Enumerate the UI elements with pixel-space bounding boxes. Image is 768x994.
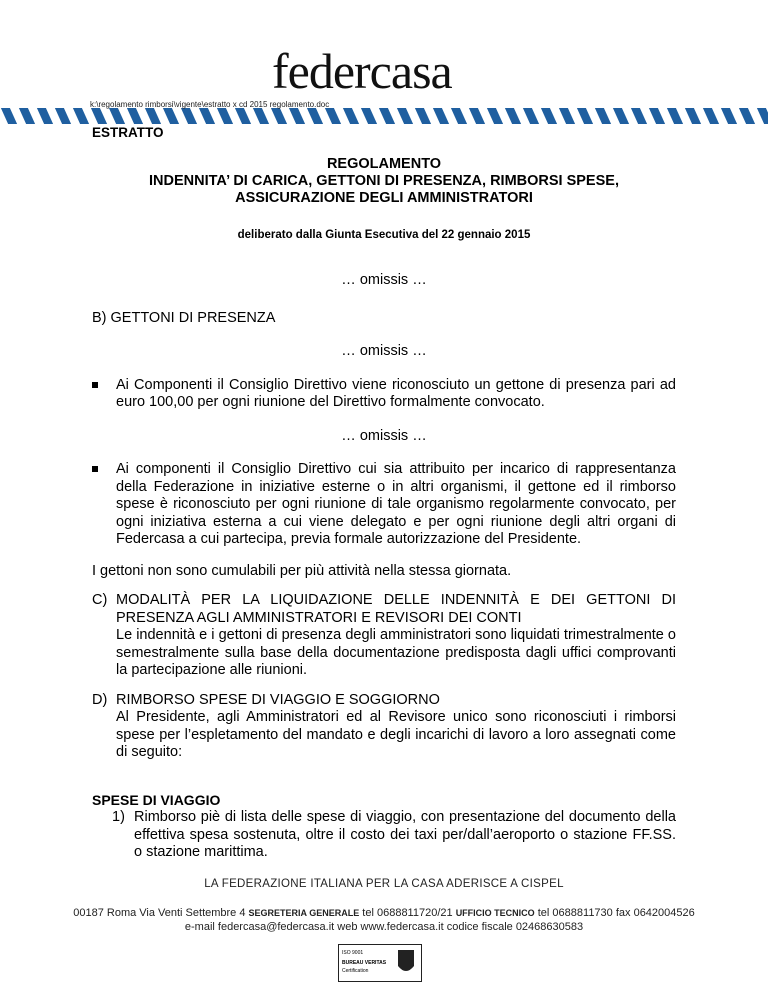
document-label: ESTRATTO bbox=[92, 125, 164, 140]
section-c-letter: C) bbox=[92, 592, 108, 608]
cert-iso-text: ISO 9001 bbox=[342, 950, 364, 956]
title-line-1: REGOLAMENTO bbox=[326, 155, 442, 172]
footer-address bbox=[0, 906, 768, 934]
letterhead bbox=[0, 26, 768, 106]
document-subtitle: deliberato dalla Giunta Esecutiva del 22 gennaio 2015 bbox=[237, 228, 531, 241]
section-c-body: Le indennità e i gettoni di presenza degli amministratori sono liquidati trimestralmente o semestralmente sulla base della documentazione predisposta dagli uffici comprovanti la partecipazione alle riunioni. bbox=[116, 627, 676, 678]
address: 00187 Roma Via Venti Settembre 4 bbox=[73, 907, 246, 919]
bullet-text: Ai componenti il Consiglio Direttivo cui sia attribuito per incarico di rappresentanza della Federazione in iniziative esterne o in altri organismi, il gettone ed il rimborso spese è riconosciuto per ogni riunione di tale organismo regolarmente convocato, per ogni iniziativa esterna a cui viene delegato e per ogni riunione degli altri organi di Federcasa a cui partecipa, previa formale autorizzazione del Presidente. bbox=[116, 461, 676, 547]
bureau-veritas-certification-logo bbox=[338, 944, 422, 982]
footer-line-2: e-mail federcasa@federcasa.it web www.federcasa.it codice fiscale 02468630583 bbox=[184, 921, 584, 933]
section-d-body: Al Presidente, agli Amministratori ed al Revisore unico sono riconosciuti i rimborsi spese per l’espletamento del mandato e degli incarichi di lavoro a loro assegnati come di seguito: bbox=[116, 709, 676, 760]
item-number: 1) bbox=[112, 809, 125, 825]
numbered-item bbox=[92, 809, 676, 862]
section-b-heading: B) GETTONI DI PRESENZA bbox=[92, 309, 276, 326]
shield-icon bbox=[398, 950, 414, 971]
footer-tagline: LA FEDERAZIONE ITALIANA PER LA CASA ADERISCE A CISPEL bbox=[204, 878, 564, 890]
title-line-3: ASSICURAZIONE DEGLI AMMINISTRATORI bbox=[235, 189, 533, 206]
ufficio-tecnico-label: UFFICIO TECNICO bbox=[455, 908, 535, 918]
title-line-2: INDENNITA’ DI CARICA, GETTONI DI PRESENZA, RIMBORSI SPESE, bbox=[149, 172, 619, 189]
square-bullet-icon bbox=[92, 466, 98, 472]
spese-viaggio-heading: SPESE DI VIAGGIO bbox=[92, 791, 221, 808]
cert-name-text: BUREAU VERITAS bbox=[342, 960, 387, 966]
segreteria-label: SEGRETERIA GENERALE bbox=[248, 908, 360, 918]
square-bullet-icon bbox=[92, 382, 98, 388]
item-text: Rimborso piè di lista delle spese di viaggio, con presentazione del documento della effettiva spesa sostenuta, oltre il costo dei taxi per/dall’aeroporto o stazione FF.SS. o stazione marittima. bbox=[134, 809, 676, 860]
section-d bbox=[92, 692, 676, 762]
stripe-band bbox=[0, 106, 768, 126]
cert-sub-text: Certification bbox=[342, 968, 369, 974]
omissis-1: … omissis … bbox=[341, 272, 427, 288]
note-paragraph: I gettoni non sono cumulabili per più attività nella stessa giornata. bbox=[92, 562, 512, 579]
omissis-2: … omissis … bbox=[341, 343, 427, 359]
section-c bbox=[92, 592, 676, 680]
document-body bbox=[92, 124, 676, 862]
document-title bbox=[92, 156, 676, 207]
bullet-item bbox=[92, 377, 676, 412]
federcasa-logo: federcasa bbox=[272, 43, 452, 99]
section-d-letter: D) bbox=[92, 691, 108, 708]
ufficio-phone-fax: tel 0688811730 fax 0642004526 bbox=[537, 907, 695, 919]
bullet-text: Ai Componenti il Consiglio Direttivo viene riconosciuto un gettone di presenza pari ad euro 100,00 per ogni riunione del Direttivo formalmente convocato. bbox=[116, 376, 676, 410]
omissis-3: … omissis … bbox=[341, 427, 427, 444]
file-path: k:\regolamento rimborsi\vigente\estratto x cd 2015 regolamento.doc bbox=[90, 100, 330, 109]
section-d-heading: RIMBORSO SPESE DI VIAGGIO E SOGGIORNO bbox=[116, 691, 440, 708]
footer-line-1 bbox=[0, 906, 768, 920]
segreteria-phone: tel 0688811720/21 bbox=[362, 907, 453, 919]
bullet-item bbox=[92, 461, 676, 549]
section-c-heading: MODALITÀ PER LA LIQUIDAZIONE DELLE INDENNITÀ E DEI GETTONI DI PRESENZA AGLI AMMINISTRATORI E REVISORI DEI CONTI bbox=[116, 592, 676, 626]
